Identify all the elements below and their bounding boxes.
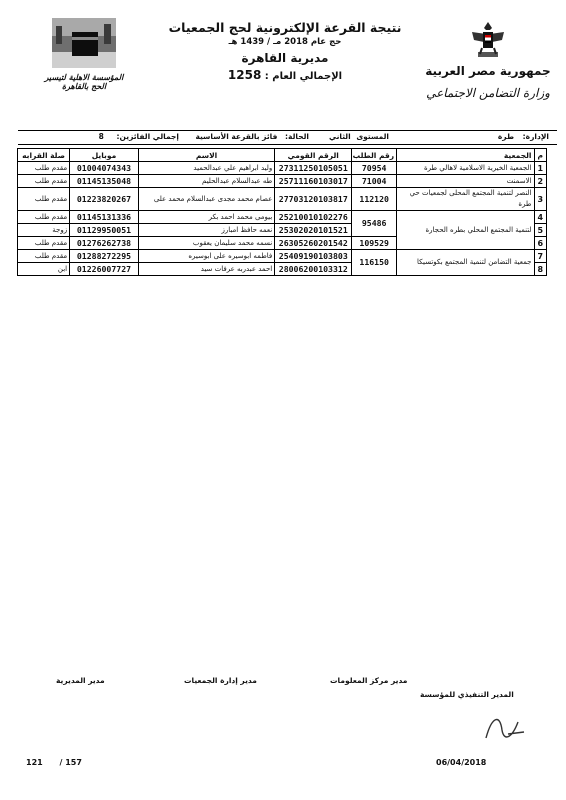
info-bar xyxy=(18,130,557,145)
winners-label: إجمالي الفائزين: xyxy=(116,132,179,141)
kaaba-photo xyxy=(52,18,116,68)
national-id: 25302020101521 xyxy=(275,224,352,237)
col-header-idx: م xyxy=(534,149,546,162)
relation-cell: مقدم طلب xyxy=(18,188,70,211)
signature-directorate-manager: مدير المديرية xyxy=(56,676,105,685)
row-index: 8 xyxy=(534,263,546,276)
foundation-caption: المؤسسة الاهلية لتيسير الحج بالقاهرة xyxy=(44,73,124,91)
national-id: 26305260201542 xyxy=(275,237,352,250)
status-label: الحالة: xyxy=(285,132,309,141)
table-row xyxy=(18,211,547,224)
society-cell: الجمعية الخيرية الاسلامية لاهالي طرة xyxy=(397,162,534,175)
table-header-row xyxy=(18,149,547,162)
relation-cell: مقدم طلب xyxy=(18,237,70,250)
mobile-number: 01288272295 xyxy=(70,250,139,263)
relation-cell: مقدم طلب xyxy=(18,211,70,224)
handwritten-signature xyxy=(478,708,528,748)
person-name: نسمه محمد سليمان يعقوب xyxy=(138,237,274,250)
level-value: الثاني xyxy=(329,132,351,141)
society-cell: لتنمية المجتمع المحلي بطره الحجارة xyxy=(397,211,534,250)
request-number: 112120 xyxy=(352,188,397,211)
relation-cell: زوجة xyxy=(18,224,70,237)
national-id: 27311250105051 xyxy=(275,162,352,175)
national-id: 28006200103312 xyxy=(275,263,352,276)
mobile-number: 01145131336 xyxy=(70,211,139,224)
page-current: 121 xyxy=(26,758,43,767)
person-name: وليد ابراهيم علي عبدالحميد xyxy=(138,162,274,175)
col-header-national-id: الرقم القومي xyxy=(275,149,352,162)
row-index: 2 xyxy=(534,175,546,188)
status-value: فائز بالقرعة الأساسية xyxy=(195,132,278,141)
ministry-name: وزارة التضامن الاجتماعي xyxy=(426,86,550,100)
relation-cell: مقدم طلب xyxy=(18,250,70,263)
row-index: 3 xyxy=(534,188,546,211)
person-name: نعمه حافظ امبارز xyxy=(138,224,274,237)
document-title: نتيجة القرعة الإلكترونية لحج الجمعيات xyxy=(168,20,402,35)
person-name: فاطمه ابوسيره على ابوسيره xyxy=(138,250,274,263)
signature-societies-admin: مدير إدارة الجمعيات xyxy=(184,676,257,685)
grand-total-label: الإجمالي العام : xyxy=(264,71,343,82)
status-field xyxy=(195,132,309,141)
col-header-request: رقم الطلب xyxy=(352,149,397,162)
national-id: 25210010102276 xyxy=(275,211,352,224)
relation-cell: ابن xyxy=(18,263,70,276)
col-header-name: الاسم xyxy=(138,149,274,162)
mobile-number: 01226007727 xyxy=(70,263,139,276)
country-name: جمهورية مصر العربية xyxy=(425,64,551,78)
mobile-number: 01276262738 xyxy=(70,237,139,250)
society-cell: النصر لتنمية المجتمع المحلى لجمعيات حي طرة xyxy=(397,188,534,211)
person-name: عصام محمد مجدى عبدالسلام محمد على xyxy=(138,188,274,211)
table-row xyxy=(18,162,547,175)
request-number: 70954 xyxy=(352,162,397,175)
request-number: 116150 xyxy=(352,250,397,276)
mobile-number: 01004074343 xyxy=(70,162,139,175)
table-row xyxy=(18,175,547,188)
col-header-relation: صلة القرابه xyxy=(18,149,70,162)
mobile-number: 01223820267 xyxy=(70,188,139,211)
table-row xyxy=(18,250,547,263)
page-counter xyxy=(26,758,82,767)
national-id: 25409190103803 xyxy=(275,250,352,263)
row-index: 7 xyxy=(534,250,546,263)
results-table xyxy=(17,148,547,276)
table-row xyxy=(18,188,547,211)
signature-executive-director: المدير التنفيذي للمؤسسة xyxy=(420,690,514,699)
mobile-number: 01145135048 xyxy=(70,175,139,188)
person-name: بيومى محمد احمد بكر xyxy=(138,211,274,224)
level-label: المستوى xyxy=(356,132,389,141)
national-id: 25711160103017 xyxy=(275,175,352,188)
person-name: احمد عبدربه عرفات سيد xyxy=(138,263,274,276)
grand-total-value: 1258 xyxy=(227,68,262,82)
relation-cell: مقدم طلب xyxy=(18,175,70,188)
admin-value: طرة xyxy=(497,132,515,141)
society-cell: جمعية التضامن لتنمية المجتمع بكوتسيكا xyxy=(397,250,534,276)
request-number: 71004 xyxy=(352,175,397,188)
society-cell: الاسمنت xyxy=(397,175,534,188)
print-date: 06/04/2018 xyxy=(436,758,487,767)
row-index: 4 xyxy=(534,211,546,224)
winners-value: 8 xyxy=(98,132,104,141)
admin-field xyxy=(498,132,549,141)
row-index: 6 xyxy=(534,237,546,250)
winners-field xyxy=(99,132,179,141)
col-header-society: الجمعية xyxy=(397,149,534,162)
level-field xyxy=(329,132,389,141)
eagle-emblem-icon xyxy=(470,20,506,62)
directorate-name: مديرية القاهرة xyxy=(241,51,329,65)
grand-total xyxy=(140,68,430,84)
page-total: / 157 xyxy=(59,758,82,767)
row-index: 1 xyxy=(534,162,546,175)
mobile-number: 01129950051 xyxy=(70,224,139,237)
signature-info-center: مدير مركز المعلومات xyxy=(330,676,408,685)
request-number: 109529 xyxy=(352,237,397,250)
admin-label: الإدارة: xyxy=(522,132,549,141)
person-name: طه عبدالسلام عبدالحليم xyxy=(138,175,274,188)
request-number: 95486 xyxy=(352,211,397,237)
row-index: 5 xyxy=(534,224,546,237)
national-id: 27703120103817 xyxy=(275,188,352,211)
document-header xyxy=(140,20,430,84)
col-header-mobile: موبايل xyxy=(70,149,139,162)
year-line: حج عام 2018 مـ / 1439 هـ xyxy=(228,37,342,47)
relation-cell: مقدم طلب xyxy=(18,162,70,175)
